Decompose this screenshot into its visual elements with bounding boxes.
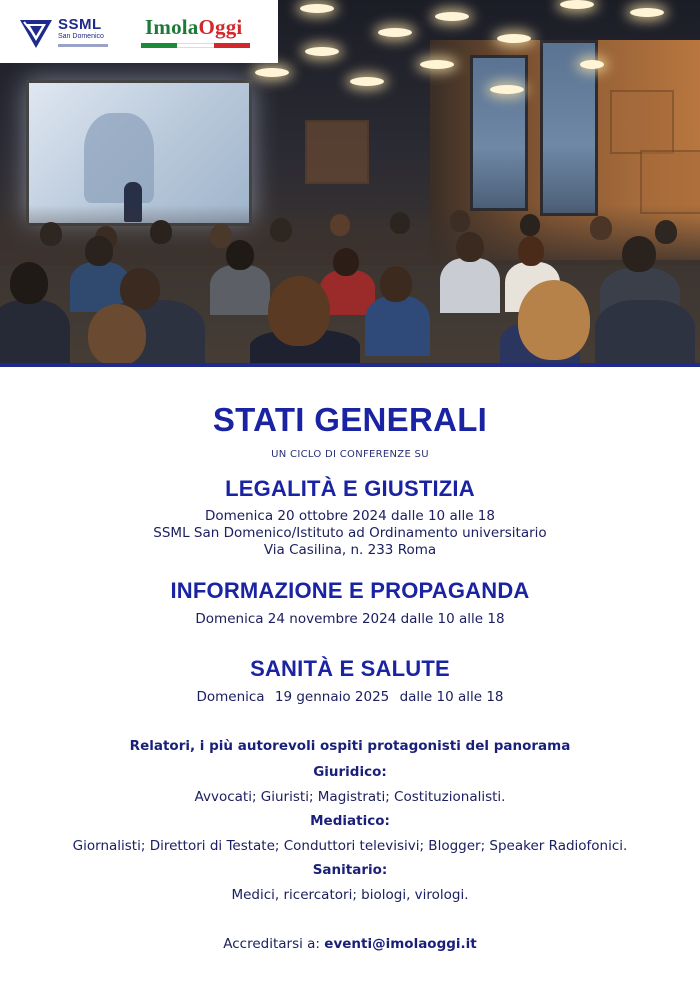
italian-flag-stripe	[141, 43, 250, 48]
imolaoggi-logo	[141, 13, 250, 52]
ssml-logo	[18, 14, 108, 54]
conference-3-day: Domenica	[196, 689, 265, 705]
window	[470, 55, 528, 211]
conference-3-date-value: 19 gennaio 2025	[274, 689, 390, 705]
screen-figure	[84, 113, 154, 203]
speaker-category-2-list: Giornalisti; Direttori di Testate; Conduttori televisivi; Blogger; Speaker Radiofonici.	[72, 838, 628, 854]
ssml-subtitle: San Domenico	[58, 33, 104, 40]
accreditation-label: Accreditarsi a:	[223, 936, 320, 952]
ssml-name: SSML	[58, 16, 102, 33]
ssml-shield-icon	[18, 14, 54, 50]
conference-1-venue: SSML San Domenico/Istituto ad Ordinamento universitario	[153, 525, 547, 541]
speaker-category-3-list: Medici, ricercatori; biologi, virologi.	[231, 887, 469, 903]
accreditation-email-link[interactable]: eventi@imolaoggi.it	[324, 936, 477, 952]
conference-1-address: Via Casilina, n. 233 Roma	[263, 542, 437, 558]
conference-1-title: LEGALITÀ E GIUSTIZIA	[225, 476, 475, 501]
conference-3-title: SANITÀ E SALUTE	[250, 656, 450, 681]
wall-panel	[305, 120, 369, 184]
conference-3-time: dalle 10 alle 18	[399, 689, 504, 705]
imola-logo-part2: Oggi	[198, 15, 243, 39]
speakers-intro: Relatori, i più autorevoli ospiti protagonisti del panorama	[129, 738, 571, 754]
event-subtitle: UN CICLO DI CONFERENZE SU	[271, 449, 429, 460]
hero-accent-line	[0, 363, 700, 367]
conference-2-title: INFORMAZIONE E PROPAGANDA	[170, 578, 530, 603]
speaker-category-1-name: Giuridico:	[313, 764, 387, 780]
wall-panel	[610, 90, 674, 154]
imola-logo-part1: Imola	[145, 15, 199, 39]
ssml-tagline-decoration	[58, 44, 108, 47]
logo-bar	[0, 0, 278, 63]
speaker-category-2-name: Mediatico:	[310, 813, 390, 829]
conference-2-date: Domenica 24 novembre 2024 dalle 10 alle 18	[195, 611, 505, 627]
conference-1-date: Domenica 20 ottobre 2024 dalle 10 alle 18	[204, 508, 495, 524]
accreditation-line	[0, 936, 700, 952]
event-title: STATI GENERALI	[212, 401, 488, 438]
speaker-category-3-name: Sanitario:	[312, 862, 388, 878]
speaker-category-1-list: Avvocati; Giuristi; Magistrati; Costituzionalisti.	[194, 789, 506, 805]
conference-3-date	[0, 689, 700, 705]
